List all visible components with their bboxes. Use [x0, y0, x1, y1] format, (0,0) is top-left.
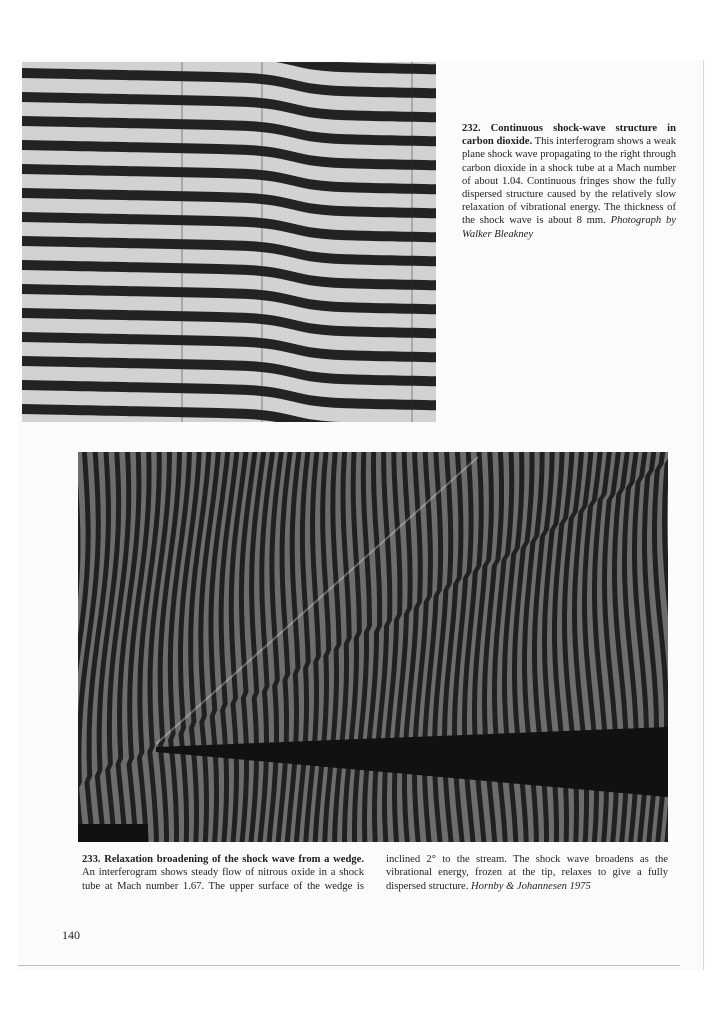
figure-232-number: 232. — [462, 123, 481, 134]
figure-232-title: Continuous shock-wave structure in carbon dioxide. — [462, 123, 676, 148]
figure-233-body: An interferogram shows steady flow of nitrous oxide in a shock tube at Mach number 1.67. The upper surface of the wedge is inclined 2° to the stream. The shock wave broadens as the vibrational energy, frozen at the tip, relaxes to give a fully dispersed structure. — [82, 854, 668, 892]
figure-233-caption — [82, 853, 668, 893]
page-edge — [703, 60, 704, 970]
interferogram-photo-233 — [78, 452, 668, 842]
figure-233-credit: Hornby & Johannesen 1975 — [471, 880, 591, 892]
page-number: 140 — [62, 928, 80, 942]
fringe-pattern-232 — [22, 62, 436, 422]
corner-mask — [78, 824, 148, 842]
page-bottom-rule — [18, 965, 680, 966]
interferogram-photo-232 — [22, 62, 436, 422]
figure-233-title: Relaxation broadening of the shock wave from a wedge. — [104, 854, 364, 865]
figure-232-caption — [462, 122, 676, 241]
figure-232-credit: Photograph by Walker Bleakney — [462, 215, 676, 240]
fringe-pattern-233 — [78, 452, 668, 842]
figure-233-number: 233. — [82, 854, 101, 865]
figure-232-body: This interferogram shows a weak plane shock wave propagating to the right through carbon dioxide in a shock tube at a Mach number of about 1.04. Continuous fringes show the fully dispersed structure caused by the relatively slow relaxation of vibrational energy. The thickness of the shock wave is about 8 mm. — [462, 136, 676, 227]
